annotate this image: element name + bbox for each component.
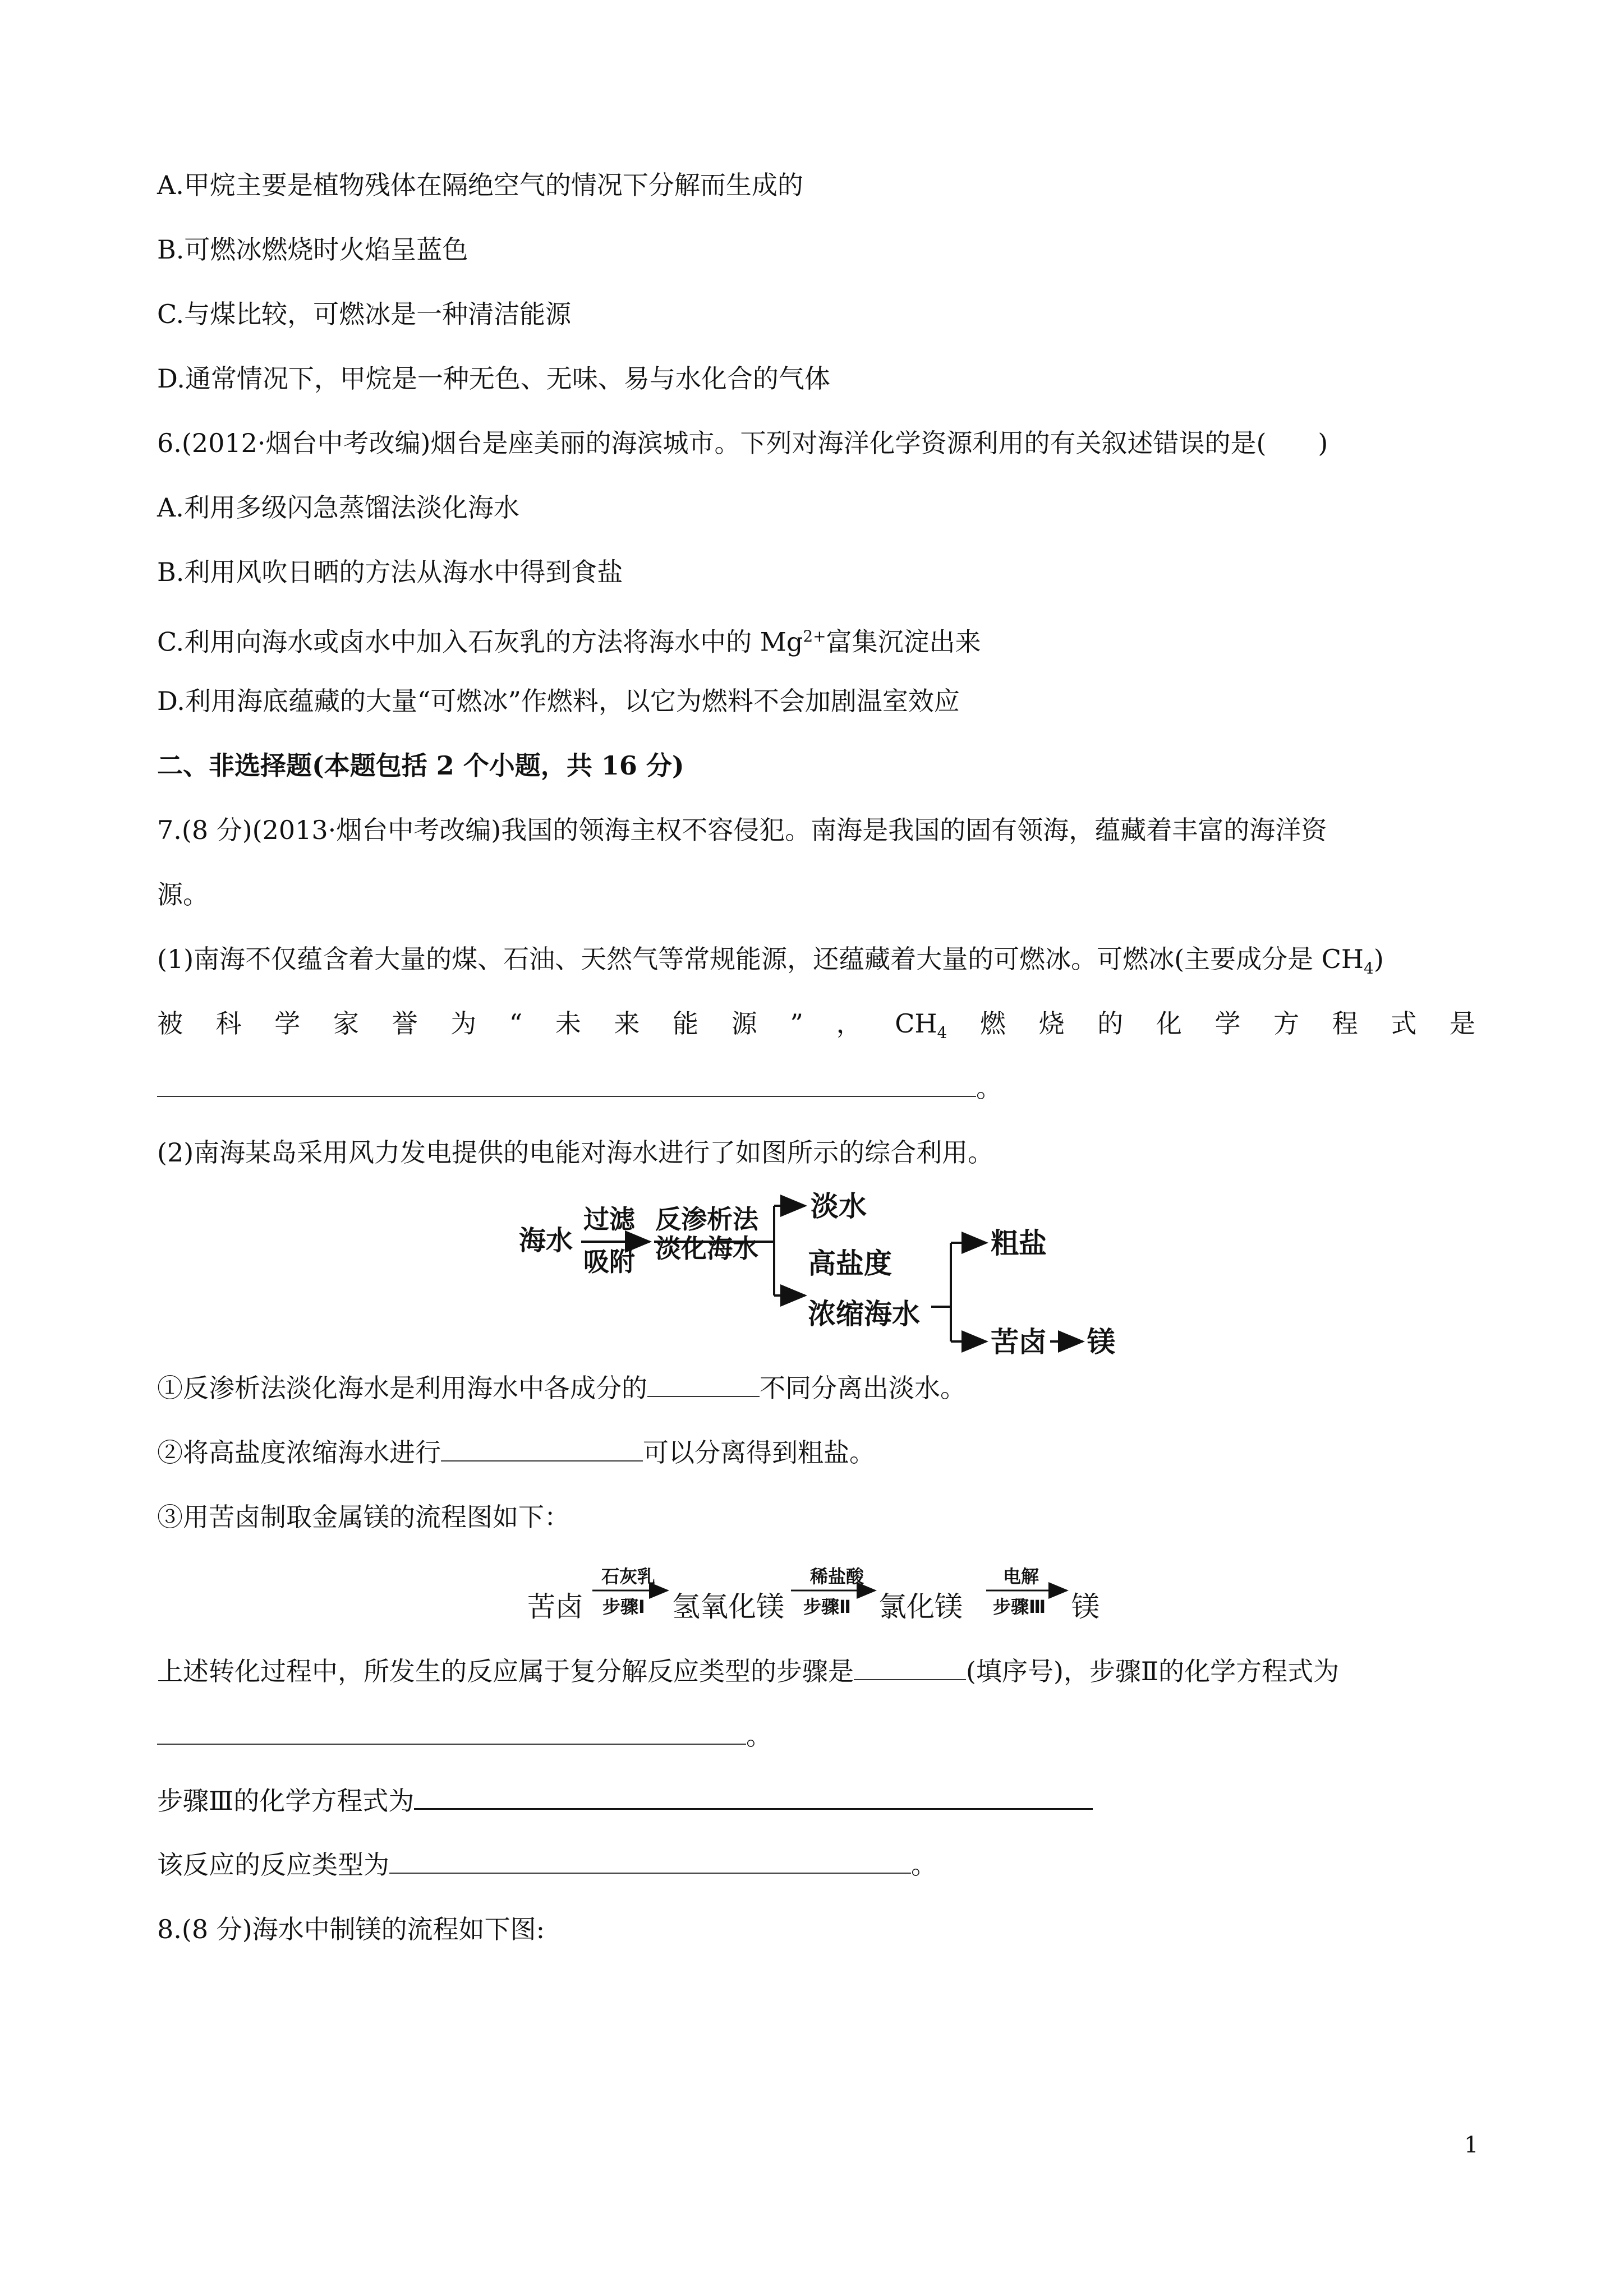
answer-line-step2: [157, 1719, 772, 1753]
step3-label: 步骤Ⅲ: [993, 1596, 1046, 1617]
question-7-part1: [157, 942, 1384, 985]
sub-question-2: [157, 1436, 875, 1469]
option-6c-text-end: 富集沉淀出来: [826, 626, 981, 657]
step2-label: 步骤Ⅱ: [803, 1596, 852, 1617]
step1-label: 步骤Ⅰ: [602, 1596, 645, 1617]
char: 是: [1449, 1008, 1475, 1039]
char: 誉: [392, 1008, 418, 1039]
sub-question-3: ③用苦卤制取金属镁的流程图如下：: [157, 1502, 570, 1532]
flow-magnesium: 镁: [1071, 1590, 1099, 1623]
magnesium-flowchart: [527, 1553, 1111, 1632]
part1-text: (1)南海不仅蕴含着大量的煤、石油、天然气等常规能源，还蕴藏着大量的可燃冰。可燃冰(主要成分是 CH: [157, 944, 1364, 974]
answer-blank[interactable]: [441, 1436, 643, 1461]
reagent-electrolysis: 电解: [1003, 1566, 1039, 1587]
reagent-lime-milk: 石灰乳: [601, 1566, 656, 1587]
question-7-stem-cont: 源。: [157, 879, 209, 910]
sub-question-4: [157, 1654, 1339, 1688]
bittern-label: 苦卤: [991, 1326, 1047, 1358]
sub-question-1-text: ①反渗析法淡化海水是利用海水中各成分的: [157, 1373, 647, 1403]
char: 学: [1214, 1008, 1241, 1039]
sub-question-1: [157, 1371, 966, 1405]
char: 来: [614, 1008, 640, 1039]
char: 源: [731, 1008, 757, 1039]
ch-text: CH: [895, 1008, 937, 1039]
ch4-subscript: 4: [1364, 959, 1374, 978]
answer-blank[interactable]: [157, 1719, 746, 1745]
flow-mg-hydroxide: 氢氧化镁: [672, 1590, 784, 1623]
option-5d: D.通常情况下，甲烷是一种无色、无味、易与水化合的气体: [157, 363, 830, 394]
period: 。: [911, 1850, 937, 1880]
answer-blank[interactable]: [854, 1654, 966, 1680]
question-8-stem: 8.(8 分)海水中制镁的流程如下图:: [157, 1914, 545, 1944]
char: 被: [157, 1008, 183, 1039]
option-5b: B.可燃冰燃烧时火焰呈蓝色: [157, 234, 468, 265]
sub-question-4-text-end: (填序号)，步骤Ⅱ的化学方程式为: [966, 1656, 1340, 1686]
page-number: 1: [1464, 2132, 1479, 2158]
sub-question-6: [157, 1848, 937, 1882]
question-6-stem: 6.(2012·烟台中考改编)烟台是座美丽的海滨城市。下列对海洋化学资源利用的有关叙述错误的是( ): [157, 428, 1328, 458]
char: “: [509, 1008, 523, 1039]
char: 烧: [1038, 1008, 1065, 1039]
filter-label: 过滤: [583, 1204, 635, 1234]
option-5c: C.与煤比较，可燃冰是一种清洁能源: [157, 299, 572, 329]
answer-blank[interactable]: [647, 1371, 760, 1397]
char: 科: [215, 1008, 242, 1039]
char: 程: [1332, 1008, 1358, 1039]
char: 式: [1391, 1008, 1417, 1039]
sub-question-4-text: 上述转化过程中，所发生的反应属于复分解反应类型的步骤是: [157, 1656, 854, 1686]
adsorb-label: 吸附: [583, 1247, 635, 1277]
flow-bittern: 苦卤: [527, 1590, 583, 1623]
option-6d: D.利用海底蕴藏的大量“可燃冰”作燃料，以它为燃料不会加剧温室效应: [157, 686, 960, 716]
magnesium-label: 镁: [1087, 1326, 1115, 1358]
desalination-label: 淡化海水: [655, 1233, 758, 1264]
flow-mg-chloride: 氯化镁: [878, 1590, 963, 1623]
reverse-osmosis-label: 反渗析法: [655, 1204, 758, 1234]
question-7-stem: 7.(8 分)(2013·烟台中考改编)我国的领海主权不容侵犯。南海是我国的固有领海，蕴藏着丰富的海洋资: [157, 815, 1327, 845]
seawater-utilization-diagram: [505, 1183, 1156, 1368]
question-7-part2: (2)南海某岛采用风力发电提供的电能对海水进行了如图所示的综合利用。: [157, 1137, 994, 1168]
char: 家: [333, 1008, 359, 1039]
char: ，: [836, 1008, 862, 1039]
option-5a: A.甲烷主要是植物残体在隔绝空气的情况下分解而生成的: [157, 170, 803, 200]
crude-salt-label: 粗盐: [991, 1227, 1047, 1260]
question-7-part1-line2: [157, 1007, 1475, 1050]
sub-question-5: [157, 1783, 1093, 1818]
char: ”: [790, 1008, 803, 1039]
sub-question-2-text: ②将高盐度浓缩海水进行: [157, 1437, 441, 1468]
section-heading: 二、非选择题(本题包括 2 个小题，共 16 分): [157, 750, 684, 781]
reagent-hcl: 稀盐酸: [810, 1566, 864, 1587]
sub-question-2-text-end: 可以分离得到粗盐。: [643, 1437, 875, 1468]
sub-question-5-text: 步骤Ⅲ的化学方程式为: [157, 1786, 415, 1816]
brine-label-2: 浓缩海水: [808, 1298, 920, 1330]
answer-blank[interactable]: [157, 1071, 976, 1097]
char: 为: [450, 1008, 477, 1039]
char: 燃: [979, 1008, 1006, 1039]
char: 化: [1156, 1008, 1182, 1039]
option-6b: B.利用风吹日晒的方法从海水中得到食盐: [157, 557, 623, 587]
answer-blank[interactable]: [414, 1783, 1093, 1810]
char: 学: [274, 1008, 301, 1039]
char: 方: [1273, 1008, 1300, 1039]
brine-label-1: 高盐度: [808, 1247, 892, 1280]
close-paren: ): [1373, 944, 1384, 974]
ch4-formula: [895, 1007, 947, 1050]
char: 的: [1097, 1008, 1124, 1039]
option-6c: [157, 620, 981, 658]
seawater-label: 海水: [519, 1225, 573, 1256]
mg-charge-superscript: 2+: [803, 627, 826, 646]
sub-question-6-text: 该反应的反应类型为: [157, 1850, 389, 1880]
ch4-subscript: 4: [937, 1023, 947, 1043]
char: 能: [673, 1008, 699, 1039]
fresh-water-label: 淡水: [811, 1190, 867, 1223]
option-6a: A.利用多级闪急蒸馏法淡化海水: [157, 492, 519, 523]
option-6c-text: C.利用向海水或卤水中加入石灰乳的方法将海水中的 Mg: [157, 626, 803, 657]
period: 。: [976, 1073, 1002, 1103]
char: 未: [555, 1008, 581, 1039]
period: 。: [746, 1721, 772, 1751]
answer-line-combustion: [157, 1071, 1002, 1105]
answer-blank[interactable]: [389, 1848, 911, 1874]
sub-question-1-text-end: 不同分离出淡水。: [760, 1373, 966, 1403]
